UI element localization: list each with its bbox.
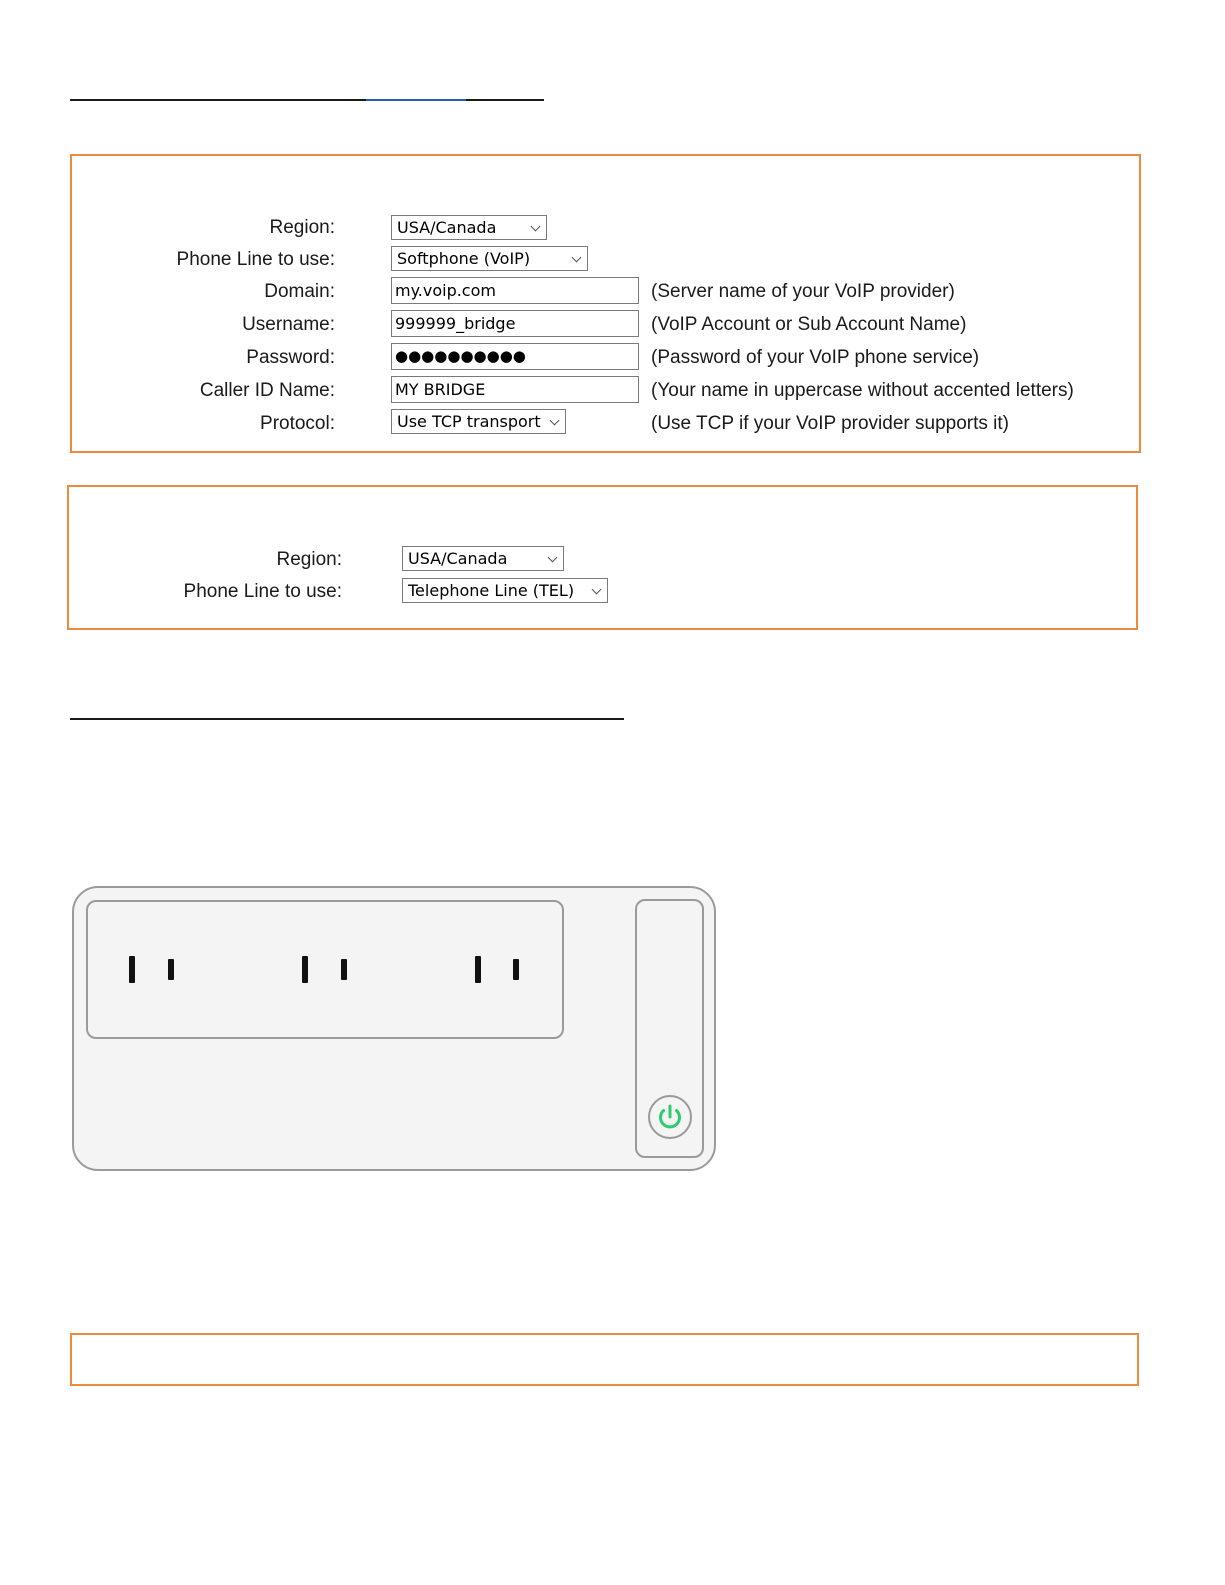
heading-1-underline — [70, 99, 366, 101]
protocol-hint: (Use TCP if your VoIP provider supports it) — [651, 413, 1009, 434]
protocol-select[interactable] — [391, 409, 566, 434]
heading-1-underline-end — [466, 99, 544, 101]
protocol-label: Protocol: — [260, 413, 335, 434]
password-hint: (Password of your VoIP phone service) — [651, 347, 980, 368]
outlet-3-slot-right — [513, 959, 519, 980]
username-hint: (VoIP Account or Sub Account Name) — [651, 314, 967, 335]
caller-id-hint: (Your name in uppercase without accented letters) — [651, 380, 1074, 401]
domain-hint: (Server name of your VoIP provider) — [651, 281, 955, 302]
tel-region-select-value: USA/Canada — [408, 549, 508, 568]
password-label: Password: — [246, 347, 335, 368]
protocol-select-value: Use TCP transport — [397, 412, 541, 431]
chevron-down-icon — [548, 553, 558, 563]
chevron-down-icon — [550, 416, 560, 426]
caller-id-field[interactable]: MY BRIDGE — [391, 376, 639, 403]
password-field[interactable]: ●●●●●●●●●● — [391, 343, 639, 370]
outlet-3-slot-left — [475, 956, 481, 983]
phone-line-select-value: Softphone (VoIP) — [397, 249, 531, 268]
phone-line-label: Phone Line to use: — [176, 249, 335, 270]
username-field[interactable]: 999999_bridge — [391, 310, 639, 337]
outlet-1-slot-left — [129, 956, 135, 983]
chevron-down-icon — [592, 585, 602, 595]
chevron-down-icon — [572, 253, 582, 263]
notice-panel — [70, 1333, 1139, 1386]
tel-phone-line-select[interactable] — [402, 578, 608, 603]
outlet-panel — [86, 900, 564, 1039]
caller-id-label: Caller ID Name: — [199, 380, 335, 401]
outlet-2-slot-left — [302, 956, 308, 983]
tel-phone-line-select-value: Telephone Line (TEL) — [408, 581, 575, 600]
power-button[interactable] — [648, 1095, 692, 1139]
power-icon — [650, 1097, 690, 1137]
tel-settings-panel — [67, 485, 1138, 630]
region-select-value: USA/Canada — [397, 218, 497, 237]
region-select[interactable] — [391, 215, 547, 240]
phone-line-select[interactable] — [391, 246, 588, 271]
username-label: Username: — [242, 314, 335, 335]
chevron-down-icon — [531, 222, 541, 232]
tel-region-select[interactable] — [402, 546, 564, 571]
tel-region-label: Region: — [276, 549, 342, 570]
region-label: Region: — [269, 217, 335, 238]
outlet-1-slot-right — [168, 959, 174, 980]
domain-field[interactable]: my.voip.com — [391, 277, 639, 304]
heading-1-link-underline[interactable] — [366, 99, 466, 101]
heading-2-underline — [70, 718, 624, 720]
domain-label: Domain: — [264, 281, 335, 302]
outlet-2-slot-right — [341, 959, 347, 980]
tel-phone-line-label: Phone Line to use: — [183, 581, 342, 602]
